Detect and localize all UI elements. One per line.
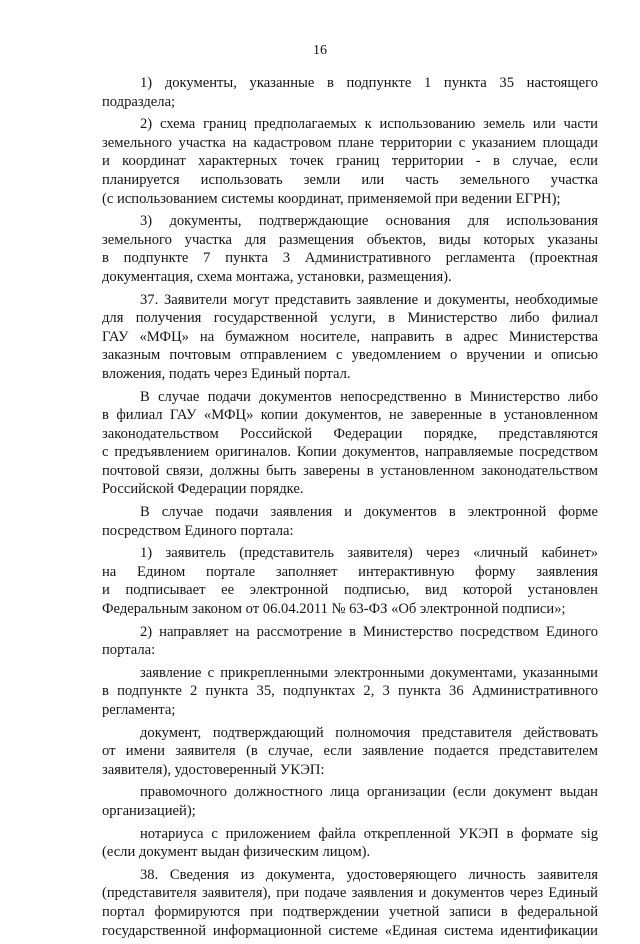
text-line: планируется использовать земли или часть земельного участка — [102, 171, 598, 188]
text-line: 3) документы, подтверждающие основания для использования — [140, 213, 598, 230]
text-line: В случае подачи заявления и документов в электронной форме — [140, 504, 598, 521]
text-line: заявителя), удостоверенный УКЭП: — [102, 761, 325, 778]
text-line: и подписывает ее электронной подписью, вид которой установлен — [102, 582, 598, 599]
text-line: документация, схема монтажа, установки, размещения). — [102, 268, 452, 285]
paragraph — [102, 212, 598, 286]
paragraph — [102, 74, 598, 111]
text-line: регламента; — [102, 702, 176, 718]
text-line: на Едином портале заполняет интерактивную форму заявления — [102, 563, 598, 580]
text-line: от имени заявителя (в случае, если заявление подается представителем — [102, 743, 598, 760]
text-line: портал формируются при подтверждении учетной записи в федеральной — [102, 903, 598, 920]
text-line: нотариуса с приложением файла открепленной УКЭП в формате sig — [140, 825, 598, 842]
text-line: 1) документы, указанные в подпункте 1 пункта 35 настоящего — [140, 75, 598, 91]
text-line: заказным почтовым отправлением с уведомлением о вручении и описью — [102, 347, 598, 364]
text-line: в филиал ГАУ «МФЦ» копии документов, не заверенные в установленном — [102, 407, 598, 424]
document-body — [102, 74, 598, 944]
text-line: земельного участка на кадастровом плане территории с указанием площади — [102, 134, 598, 151]
paragraph — [102, 825, 598, 862]
text-line: Федеральным законом от 06.04.2011 № 63-ФЗ «Об электронной подписи»; — [102, 601, 566, 618]
text-line: земельного участка для размещения объектов, виды которых указаны — [102, 231, 598, 248]
paragraph — [102, 544, 598, 618]
text-line: 1) заявитель (представитель заявителя) через «личный кабинет» — [140, 545, 598, 562]
text-line: для получения государственной услуги, в Министерство либо филиал — [102, 310, 598, 327]
text-line: правомочного должностного лица организации (если документ выдан — [140, 784, 598, 801]
text-line: (представителя заявителя), при подаче заявления и документов через Единый — [102, 885, 598, 902]
text-line: В случае подачи документов непосредственно в Министерство либо — [140, 388, 598, 405]
text-line: законодательством Российской Федерации порядке, представляются — [102, 425, 598, 442]
text-line: в подпункте 7 пункта 3 Административного регламента (проектная — [102, 250, 598, 267]
text-line: посредством Единого портала: — [102, 522, 294, 539]
text-line: (если документ выдан физическим лицом). — [102, 844, 371, 861]
text-line: документ, подтверждающий полномочия представителя действовать — [140, 724, 598, 741]
text-line: почтовой связи, должны быть заверены в установленном законодательством — [102, 462, 598, 479]
text-line: подраздела; — [102, 93, 176, 110]
paragraph — [102, 866, 598, 940]
text-line: портала: — [102, 642, 156, 659]
text-line: 37. Заявители могут представить заявление и документы, необходимые — [140, 291, 598, 308]
paragraph — [102, 623, 598, 660]
text-line: организацией); — [102, 802, 196, 819]
paragraph — [102, 291, 598, 384]
paragraph — [102, 503, 598, 540]
text-line: государственной информационной системе «Единая система идентификации — [102, 922, 598, 939]
text-line: 38. Сведения из документа, удостоверяющего личность заявителя — [140, 866, 598, 883]
text-line: (с использованием системы координат, применяемой при ведении ЕГРН); — [102, 190, 561, 207]
paragraph — [102, 783, 598, 820]
text-line: с предъявлением оригиналов. Копии документов, направляемые посредством — [102, 444, 598, 461]
text-line: Российской Федерации порядке. — [102, 481, 304, 498]
page-number: 16 — [313, 43, 327, 58]
text-line: 2) схема границ предполагаемых к использованию земель или части — [140, 116, 598, 133]
paragraph — [102, 115, 598, 208]
paragraph — [102, 388, 598, 500]
text-line: в подпункте 2 пункта 35, подпунктах 2, 3 пункта 36 Административного — [102, 683, 598, 700]
paragraph — [102, 664, 598, 720]
paragraph — [102, 724, 598, 780]
text-line: ГАУ «МФЦ» на бумажном носителе, направить в адрес Министерства — [102, 328, 598, 345]
text-line: и координат характерных точек границ территории - в случае, если — [102, 153, 598, 170]
text-line: заявление с прикрепленными электронными документами, указанными — [140, 664, 598, 681]
text-line: вложения, подать через Единый портал. — [102, 365, 351, 382]
text-line: 2) направляет на рассмотрение в Министерство посредством Единого — [140, 623, 598, 640]
